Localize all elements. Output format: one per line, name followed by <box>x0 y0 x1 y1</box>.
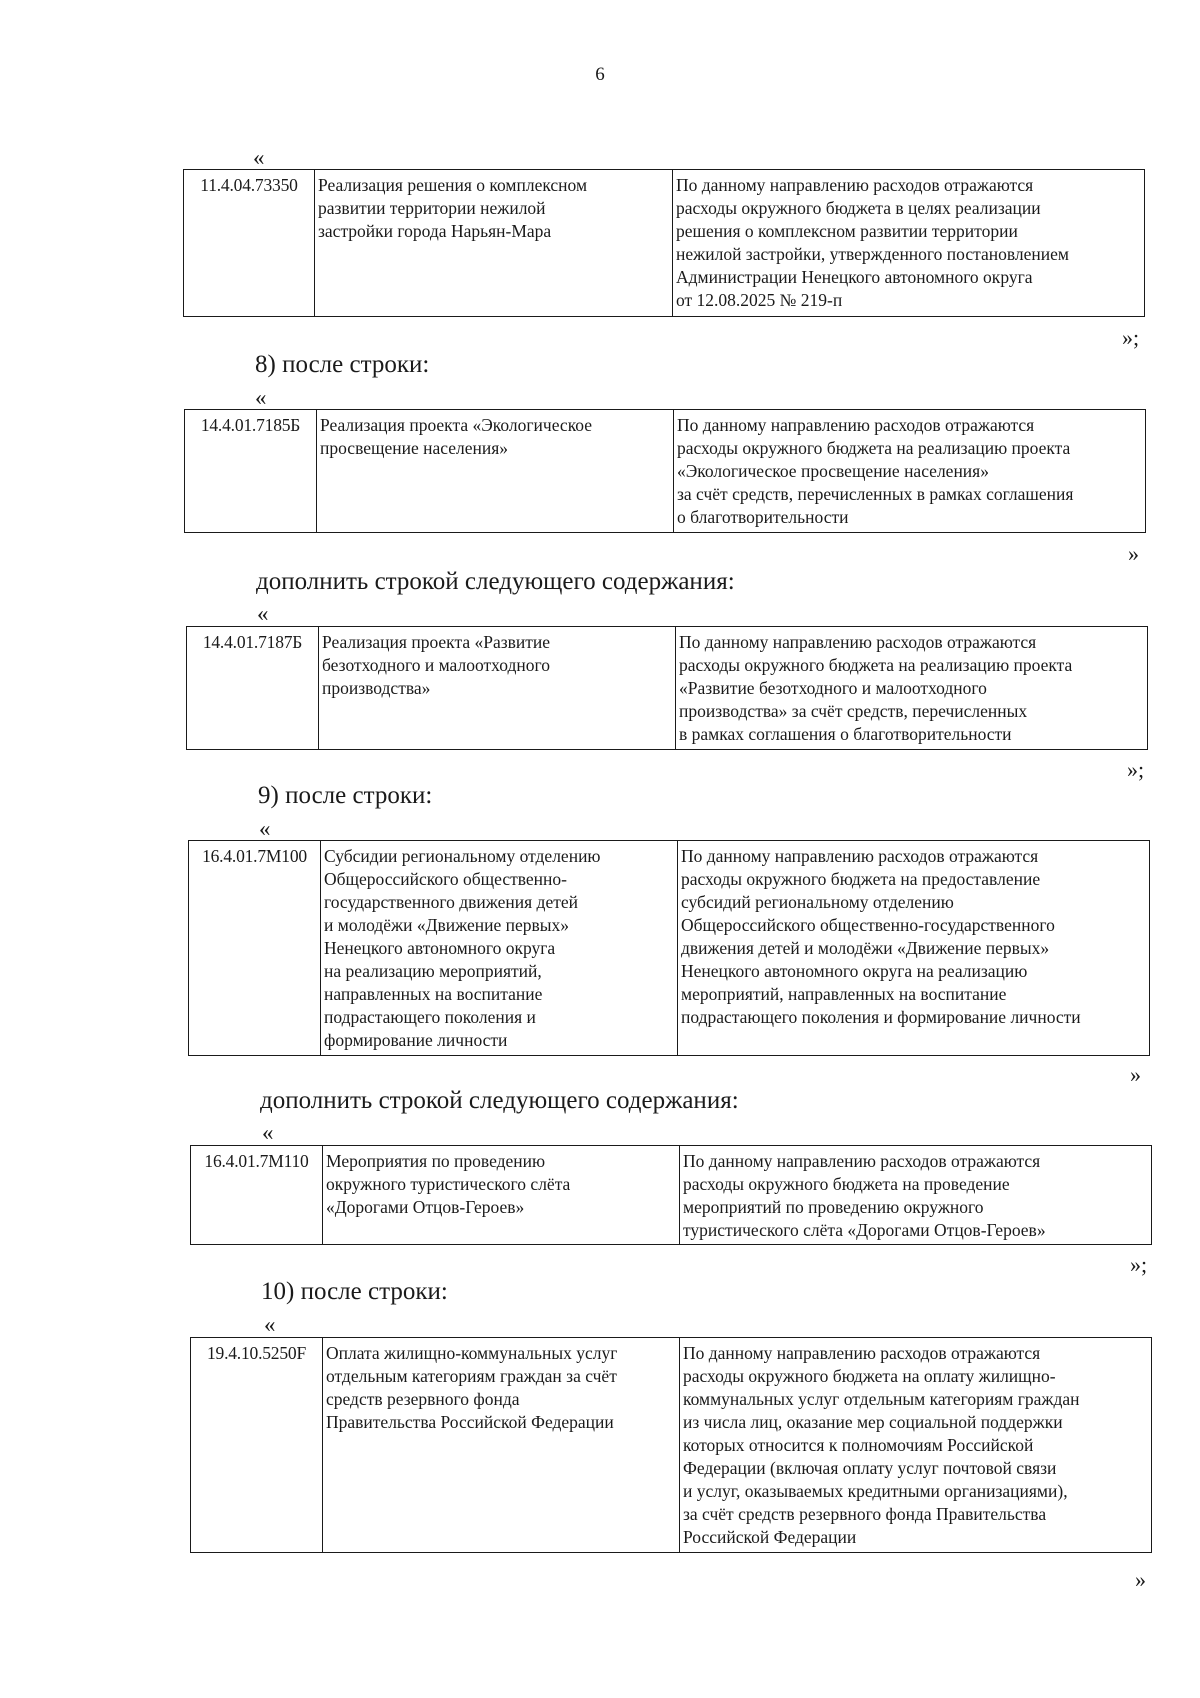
opening-quote: « <box>257 601 269 626</box>
opening-quote: « <box>253 145 265 170</box>
closing-quote: »; <box>1130 1252 1148 1277</box>
table-row <box>184 170 1145 317</box>
table-row <box>185 410 1146 533</box>
opening-quote: « <box>255 385 267 410</box>
row-name: Реализация проекта «Развитие безотходного и малоотходного производства» <box>319 627 676 750</box>
row-code: 14.4.01.7187Б <box>187 627 319 750</box>
row-description: По данному направлению расходов отражаются расходы окружного бюджета на проведение мероприятий по проведению окружного туристического слёта «Дорогами Отцов-Героев» <box>680 1146 1152 1245</box>
closing-quote: » <box>1128 541 1139 566</box>
closing-quote: »; <box>1127 757 1145 782</box>
closing-quote: » <box>1130 1062 1141 1087</box>
closing-quote: »; <box>1122 325 1140 350</box>
section-heading: 9) после строки: <box>258 782 433 809</box>
row-description: По данному направлению расходов отражаются расходы окружного бюджета на реализацию проекта «Развитие безотходного и малоотходного производства» за счёт средств, перечисленных в рамках соглашения о благотворительности <box>676 627 1148 750</box>
budget-row-table <box>190 1145 1152 1245</box>
section-heading: дополнить строкой следующего содержания: <box>260 1087 739 1114</box>
table-row <box>191 1338 1152 1553</box>
closing-quote: » <box>1135 1567 1146 1592</box>
section-heading: 8) после строки: <box>255 351 430 378</box>
row-description: По данному направлению расходов отражаются расходы окружного бюджета на предоставление субсидий региональному отделению Общероссийского общественно-государственного движения детей и молодёжи «Движение первых» Ненецкого автономного округа на реализацию мероприятий, направленных на воспитание подрастающего поколения и формирование личности <box>678 841 1150 1056</box>
budget-row-table <box>190 1337 1152 1553</box>
section-heading: дополнить строкой следующего содержания: <box>256 568 735 595</box>
row-name: Субсидии региональному отделению Общероссийского общественно- государственного движения детей и молодёжи «Движение первых» Ненецкого автономного округа на реализацию мероприятий, направленных на воспитание подрастающего поколения и формирование личности <box>321 841 678 1056</box>
row-code: 11.4.04.73350 <box>184 170 315 317</box>
table-row <box>191 1146 1152 1245</box>
row-description: По данному направлению расходов отражаются расходы окружного бюджета в целях реализации решения о комплексном развитии территории нежилой застройки, утвержденного постановлением Администрации Ненецкого автономного округа от 12.08.2025 № 219-п <box>673 170 1145 317</box>
opening-quote: « <box>264 1312 276 1337</box>
opening-quote: « <box>262 1120 274 1145</box>
section-heading: 10) после строки: <box>261 1278 448 1305</box>
row-name: Реализация проекта «Экологическое просвещение населения» <box>317 410 674 533</box>
table-row <box>189 841 1150 1056</box>
budget-row-table <box>184 409 1146 533</box>
row-code: 16.4.01.7М110 <box>191 1146 323 1245</box>
page-number: 6 <box>595 64 605 85</box>
row-description: По данному направлению расходов отражаются расходы окружного бюджета на реализацию проекта «Экологическое просвещение населения» за счёт средств, перечисленных в рамках соглашения о благотворительности <box>674 410 1146 533</box>
budget-row-table <box>183 169 1145 317</box>
row-code: 19.4.10.5250F <box>191 1338 323 1553</box>
row-code: 16.4.01.7М100 <box>189 841 321 1056</box>
budget-row-table <box>186 626 1148 750</box>
row-name: Оплата жилищно-коммунальных услуг отдельным категориям граждан за счёт средств резервного фонда Правительства Российской Федерации <box>323 1338 680 1553</box>
row-description: По данному направлению расходов отражаются расходы окружного бюджета на оплату жилищно- коммунальных услуг отдельным категориям граждан из числа лиц, оказание мер социальной поддержки которых относится к полномочиям Российской Федерации (включая оплату услуг почтовой связи и услуг, оказываемых кредитными организациями), за счёт средств резервного фонда Правительства Российской Федерации <box>680 1338 1152 1553</box>
opening-quote: « <box>259 816 271 841</box>
row-code: 14.4.01.7185Б <box>185 410 317 533</box>
row-name: Реализация решения о комплексном развитии территории нежилой застройки города Нарьян-Мара <box>315 170 673 317</box>
table-row <box>187 627 1148 750</box>
row-name: Мероприятия по проведению окружного туристического слёта «Дорогами Отцов-Героев» <box>323 1146 680 1245</box>
budget-row-table <box>188 840 1150 1056</box>
